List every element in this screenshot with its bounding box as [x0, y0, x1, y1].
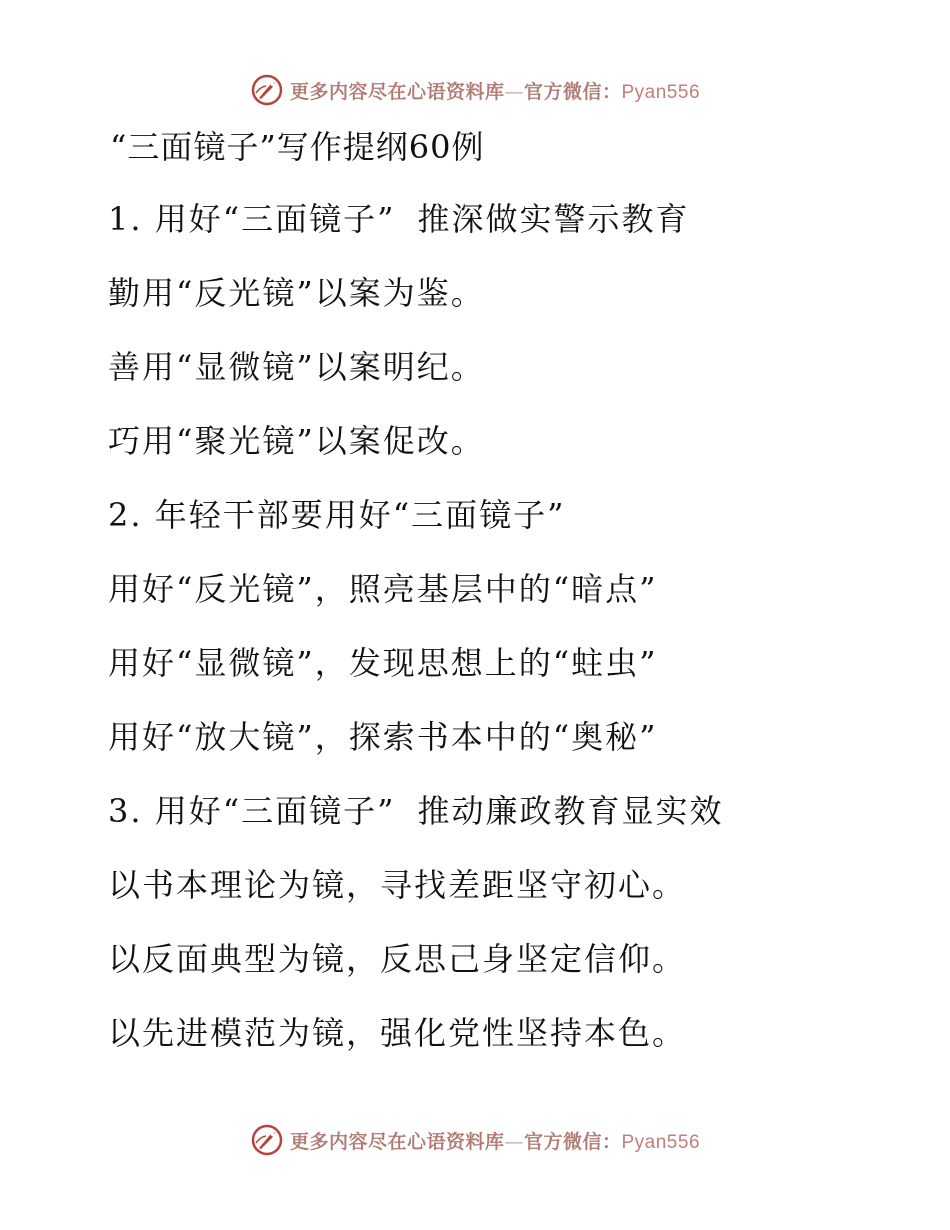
document-body: [108, 124, 908, 1084]
pen-nib-seal-icon: [250, 73, 284, 107]
body-line: 善用“显微镜”以案明纪。: [108, 348, 485, 386]
body-line: 巧用“聚光镜”以案促改。: [108, 422, 485, 460]
body-line: 以先进模范为镜，强化党性坚持本色。: [108, 1014, 687, 1052]
body-line: 勤用“反光镜”以案为鉴。: [108, 274, 485, 312]
section-heading-3: 3. 用好“三面镜子” 推动廉政教育显实效: [108, 792, 724, 830]
body-line: 用好“反光镜”，照亮基层中的“暗点”: [108, 570, 658, 608]
body-line: 用好“放大镜”，探索书本中的“奥秘”: [108, 718, 658, 756]
banner-text: 更多内容尽在心语资料库—官方微信：Pyan556: [289, 80, 701, 103]
pen-nib-seal-icon: [250, 1123, 284, 1157]
body-line: 以书本理论为镜，寻找差距坚守初心。: [108, 866, 687, 904]
document-title: “三面镜子”写作提纲60例: [110, 128, 485, 166]
body-line: 以反面典型为镜，反思己身坚定信仰。: [108, 940, 687, 978]
banner-text: 更多内容尽在心语资料库—官方微信：Pyan556: [289, 1130, 701, 1153]
section-heading-1: 1. 用好“三面镜子” 推深做实警示教育: [108, 200, 690, 238]
body-line: 用好“显微镜”，发现思想上的“蛀虫”: [108, 644, 658, 682]
header-banner: [0, 70, 950, 110]
section-heading-2: 2. 年轻干部要用好“三面镜子”: [108, 496, 566, 534]
footer-banner: [0, 1120, 950, 1160]
